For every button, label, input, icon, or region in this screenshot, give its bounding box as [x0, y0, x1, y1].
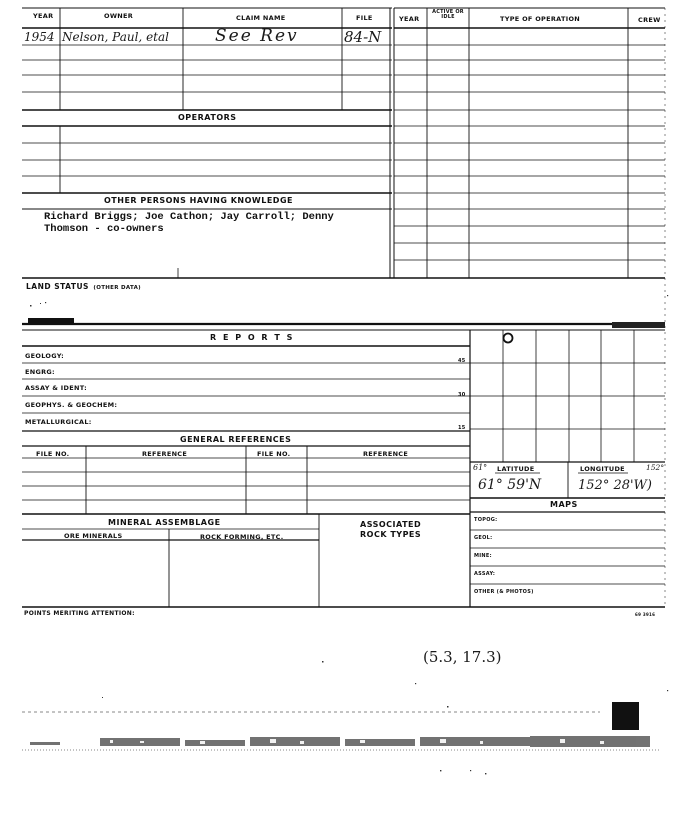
gr-reference-1: REFERENCE: [142, 450, 188, 458]
reports-engrg: ENGRG:: [25, 368, 55, 376]
maps-assay: ASSAY:: [474, 571, 496, 577]
claims-claim-name-header: CLAIM NAME: [236, 14, 286, 22]
reports-title: R E P O R T S: [210, 333, 295, 342]
ops-crew-header: CREW: [638, 16, 661, 24]
reports-side-15: 15: [458, 425, 466, 431]
claims-year-header: YEAR: [33, 12, 54, 20]
maps-geol: GEOL:: [474, 535, 493, 541]
longitude-value: 152° 28'W): [578, 478, 652, 493]
reports-metallurgical: METALLURGICAL:: [25, 418, 92, 426]
claims-file-header: FILE: [356, 14, 373, 22]
ops-year-header: YEAR: [399, 15, 420, 23]
longitude-label: LONGITUDE: [580, 465, 625, 473]
gr-reference-2: REFERENCE: [363, 450, 409, 458]
maps-other: OTHER (& PHOTOS): [474, 589, 534, 595]
gr-file-no-1: FILE NO.: [36, 450, 70, 458]
gr-file-no-2: FILE NO.: [257, 450, 291, 458]
operators-title: OPERATORS: [178, 113, 237, 122]
other-persons-title: OTHER PERSONS HAVING KNOWLEDGE: [104, 196, 293, 205]
reports-side-45: 45: [458, 358, 466, 364]
lon-suffix: 152°: [646, 463, 665, 472]
handwritten-note: (5.3, 17.3): [423, 648, 502, 666]
other-persons-line2: Thomson - co-owners: [44, 223, 164, 235]
maps-title: MAPS: [550, 500, 578, 509]
rock-types-header: ROCK TYPES: [360, 530, 422, 539]
lat-prefix: 61°: [473, 463, 488, 472]
points-meriting-label: POINTS MERITING ATTENTION:: [24, 610, 135, 617]
other-persons-line1: Richard Briggs; Joe Cathon; Jay Carroll; Denny: [44, 211, 334, 223]
reports-side-30: 30: [458, 392, 466, 398]
reports-geology: GEOLOGY:: [25, 352, 65, 360]
mineral-assemblage-title: MINERAL ASSEMBLAGE: [108, 518, 221, 527]
claims-row-year: 1954: [24, 30, 55, 44]
claims-row-claim-name: See Rev: [215, 26, 299, 46]
claims-row-owner: Nelson, Paul, etal: [62, 30, 169, 44]
land-status-label: [26, 276, 141, 294]
land-status-sublabel: (OTHER DATA): [93, 285, 141, 291]
ops-type-header: TYPE OF OPERATION: [500, 15, 581, 23]
reports-geophys: GEOPHYS. & GEOCHEM:: [25, 401, 118, 409]
general-references-title: GENERAL REFERENCES: [180, 435, 292, 444]
land-status-title: LAND STATUS: [26, 282, 89, 291]
claims-row-file: 84-N: [344, 28, 382, 46]
latitude-label: LATITUDE: [497, 465, 535, 473]
maps-topog: TOPOG:: [474, 517, 498, 523]
ore-minerals-header: ORE MINERALS: [64, 532, 123, 540]
grid-mark-circle: [504, 334, 513, 343]
maps-mine: MINE:: [474, 553, 492, 559]
claims-owner-header: OWNER: [104, 12, 134, 20]
ops-active-idle-header: ACTIVE OR IDLE: [432, 9, 464, 20]
latitude-value: 61° 59'N: [478, 477, 542, 493]
form-number: 69 3916: [635, 612, 656, 617]
associated-header: ASSOCIATED: [360, 520, 422, 529]
reports-assay: ASSAY & IDENT:: [25, 384, 87, 392]
rock-forming-header: ROCK FORMING, ETC.: [200, 533, 284, 541]
